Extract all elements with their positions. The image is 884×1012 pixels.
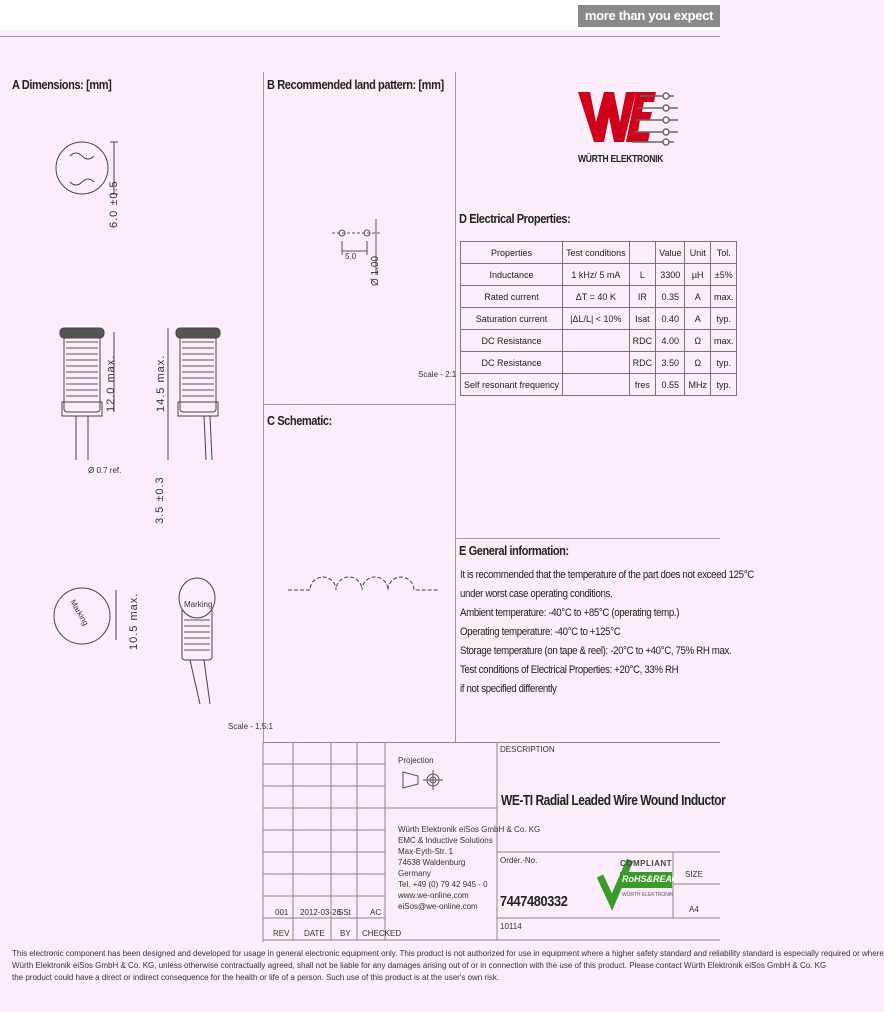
projection-label: Projection bbox=[398, 756, 434, 765]
cell: DC Resistance bbox=[461, 330, 563, 352]
marking-label-left: Marking bbox=[68, 598, 91, 628]
company-line: Tel. +49 (0) 79 42 945 - 0 bbox=[398, 880, 488, 889]
section-electrical: D Electrical Properties: bbox=[459, 211, 571, 226]
company-line: 74638 Waldenburg bbox=[398, 858, 466, 867]
cell: DC Resistance bbox=[461, 352, 563, 374]
cell: typ. bbox=[710, 352, 737, 374]
cell: max. bbox=[710, 330, 737, 352]
section-land-pattern: B Recommended land pattern: [mm] bbox=[267, 77, 444, 92]
dim-height: 12.0 max. bbox=[105, 354, 117, 412]
marking-label-right: Marking bbox=[184, 600, 213, 609]
divider-right bbox=[455, 72, 456, 742]
page-size: A4 bbox=[689, 905, 699, 914]
by-header: BY bbox=[340, 929, 351, 938]
land-hole: Ø 1.00 bbox=[370, 255, 381, 286]
section-general: E General information: bbox=[459, 543, 569, 558]
section-schematic: C Schematic: bbox=[267, 413, 332, 428]
cell: L bbox=[629, 264, 656, 286]
company-line: eiSos@we-online.com bbox=[398, 902, 478, 911]
disclaimer bbox=[12, 948, 884, 984]
hdr-properties: Properties bbox=[461, 242, 563, 264]
cell: A bbox=[685, 286, 711, 308]
cell: MHz bbox=[685, 374, 711, 396]
cell: |ΔL/L| < 10% bbox=[563, 308, 630, 330]
divider-b-c bbox=[263, 404, 455, 405]
cell: max. bbox=[710, 286, 737, 308]
cell: 0.40 bbox=[656, 308, 685, 330]
rohs-text: RoHS&REACh bbox=[622, 874, 684, 884]
cell: 0.35 bbox=[656, 286, 685, 308]
hdr-unit: Unit bbox=[685, 242, 711, 264]
cell bbox=[563, 352, 630, 374]
company-line: Max-Eyth-Str. 1 bbox=[398, 847, 454, 856]
size-label: SIZE bbox=[685, 870, 703, 879]
divider-left bbox=[263, 72, 264, 742]
we-logo-mark bbox=[574, 82, 684, 152]
company-line: Germany bbox=[398, 869, 431, 878]
cell: ±5% bbox=[710, 264, 737, 286]
cell: RDC bbox=[629, 330, 656, 352]
hdr-symbol bbox=[629, 242, 656, 264]
cell bbox=[563, 330, 630, 352]
land-spacing: 5.0 bbox=[345, 252, 357, 261]
cell: A bbox=[685, 308, 711, 330]
cell: Ω bbox=[685, 330, 711, 352]
general-line: if not specified differently bbox=[460, 683, 557, 695]
disclaimer-line: the product could have a direct or indirect consequence for the health or life of a person. Such use of this product is at the user's own risk. bbox=[12, 973, 500, 982]
table-row bbox=[461, 308, 737, 330]
electrical-table bbox=[460, 241, 737, 396]
general-info bbox=[460, 566, 794, 699]
divider-d-e bbox=[455, 538, 720, 539]
dim-total: 14.5 max. bbox=[155, 354, 167, 412]
cell: fres bbox=[629, 374, 656, 396]
product-title: WE-TI Radial Leaded Wire Wound Inductor bbox=[501, 792, 726, 809]
cell bbox=[563, 374, 630, 396]
cell: µH bbox=[685, 264, 711, 286]
company-line: Würth Elektronik eiSos GmbH & Co. KG bbox=[398, 825, 541, 834]
cell: ΔT = 40 K bbox=[563, 286, 630, 308]
rev-header: REV bbox=[273, 929, 290, 938]
table-row bbox=[461, 374, 737, 396]
compliant-text: COMPLIANT bbox=[620, 859, 673, 868]
we-logo-text: WÜRTH ELEKTRONIK bbox=[578, 154, 664, 165]
dimensions-drawing bbox=[40, 120, 260, 740]
order-label: Order.-No. bbox=[500, 856, 538, 865]
rev-by: SSt bbox=[338, 908, 351, 917]
size-value: 10114 bbox=[500, 922, 522, 931]
dim-scale: Scale - 1,5:1 bbox=[228, 722, 273, 731]
cell: 1 kHz/ 5 mA bbox=[563, 264, 630, 286]
cell: RDC bbox=[629, 352, 656, 374]
table-row bbox=[461, 286, 737, 308]
dim-dia-bottom: 10.5 max. bbox=[128, 592, 140, 650]
land-scale: Scale - 2:1 bbox=[418, 370, 457, 379]
schematic-coil bbox=[288, 560, 438, 600]
rev-checked: AC bbox=[370, 908, 382, 917]
header-divider bbox=[0, 36, 720, 37]
table-row bbox=[461, 264, 737, 286]
general-line: Ambient temperature: -40°C to +85°C (operating temp.) bbox=[460, 607, 680, 619]
table-row bbox=[461, 352, 737, 374]
description-label: DESCRIPTION bbox=[500, 745, 555, 754]
rev-date: 2012-03-26 bbox=[300, 908, 341, 917]
cell: 3300 bbox=[656, 264, 685, 286]
rev-value: 001 bbox=[275, 908, 289, 917]
cell: Isat bbox=[629, 308, 656, 330]
table-row bbox=[461, 330, 737, 352]
dim-dia-top: 6.0 ±0.5 bbox=[108, 180, 120, 228]
land-pattern-drawing bbox=[330, 215, 390, 285]
general-line: Storage temperature (on tape & reel): -20°C to +40°C, 75% RH max. bbox=[460, 645, 732, 657]
section-dimensions: A Dimensions: [mm] bbox=[12, 77, 112, 92]
company-line: EMC & Inductive Solutions bbox=[398, 836, 493, 845]
cell: Rated current bbox=[461, 286, 563, 308]
we-logo bbox=[574, 82, 684, 172]
disclaimer-line: This electronic component has been designed and developed for usage in general electronic equipment only. This product is not authorized for use in equipment where a higher safety standard and reliability standard is especially required or where bbox=[12, 949, 884, 958]
rohs-we-text: WÜRTH ELEKTRONIK bbox=[622, 892, 674, 898]
cell: typ. bbox=[710, 308, 737, 330]
checked-header: CHECKED bbox=[362, 929, 402, 938]
hdr-tol: Tol. bbox=[710, 242, 737, 264]
cell: 4.00 bbox=[656, 330, 685, 352]
electrical-header-row bbox=[461, 242, 737, 264]
cell: Saturation current bbox=[461, 308, 563, 330]
hdr-value: Value bbox=[656, 242, 685, 264]
cell: Ω bbox=[685, 352, 711, 374]
dim-lead: 3.5 ±0.3 bbox=[154, 476, 166, 524]
cell: IR bbox=[629, 286, 656, 308]
cell: 0.55 bbox=[656, 374, 685, 396]
slogan-banner: more than you expect bbox=[578, 5, 720, 27]
date-header: DATE bbox=[304, 929, 325, 938]
company-address bbox=[398, 824, 540, 912]
general-line: Test conditions of Electrical Properties: +20°C, 33% RH bbox=[460, 664, 679, 676]
general-line: Operating temperature: -40°C to +125°C bbox=[460, 626, 621, 638]
general-line: It is recommended that the temperature of the part does not exceed 125°C bbox=[460, 569, 754, 581]
hdr-test: Test conditions bbox=[563, 242, 630, 264]
cell: typ. bbox=[710, 374, 737, 396]
rohs-badge bbox=[596, 856, 684, 908]
general-line: under worst case operating conditions. bbox=[460, 588, 613, 600]
dim-pin-dia: Ø 0.7 ref. bbox=[88, 466, 122, 475]
cell: Self resonant frequency bbox=[461, 374, 563, 396]
order-number: 7447480332 bbox=[500, 893, 568, 910]
cell: Inductance bbox=[461, 264, 563, 286]
company-line: www.we-online.com bbox=[398, 891, 469, 900]
disclaimer-line: Würth Elektronik eiSos GmbH & Co. KG, unless otherwise contractually agreed, shall not be liable for any damages arising out of or in connection with the use of this product. Please contact Würth Elektronik eiSos GmbH & Co. KG bbox=[12, 961, 827, 970]
cell: 3.50 bbox=[656, 352, 685, 374]
